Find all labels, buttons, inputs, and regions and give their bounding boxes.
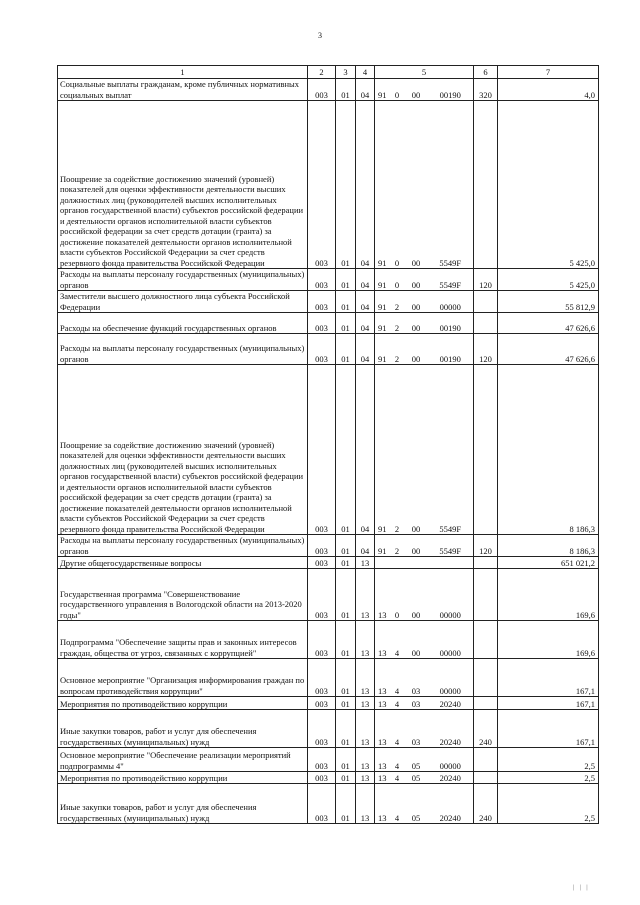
row-col-6 xyxy=(474,291,498,313)
row-kcsr-subprogram: 4 xyxy=(390,772,405,784)
table-row xyxy=(58,710,599,748)
row-kcsr-event: 03 xyxy=(405,659,428,697)
row-name: Расходы на выплаты персоналу государственных (муниципальных) органов xyxy=(58,269,308,291)
row-col-3: 01 xyxy=(336,569,356,621)
table-row xyxy=(58,748,599,772)
row-kcsr-subprogram: 0 xyxy=(390,269,405,291)
row-col-2: 003 xyxy=(308,535,336,557)
row-col-4: 13 xyxy=(356,659,375,697)
row-col-7: 167,1 xyxy=(498,710,599,748)
row-col-3: 01 xyxy=(336,79,356,101)
row-kcsr-program: 13 xyxy=(375,659,390,697)
row-col-6: 120 xyxy=(474,535,498,557)
row-col-3: 01 xyxy=(336,784,356,824)
row-name: Мероприятия по противодействию коррупции xyxy=(58,697,308,710)
row-kcsr-program: 91 xyxy=(375,79,390,101)
row-col-2: 003 xyxy=(308,365,336,535)
row-kcsr-direction: 20240 xyxy=(428,772,474,784)
row-col-2: 003 xyxy=(308,772,336,784)
row-col-4: 13 xyxy=(356,557,375,569)
row-name: Подпрограмма "Обеспечение защиты прав и законных интересов граждан, общества от угроз, связанных с коррупцией" xyxy=(58,621,308,659)
row-col-2: 003 xyxy=(308,101,336,269)
table-row xyxy=(58,334,599,365)
row-col-4: 04 xyxy=(356,79,375,101)
row-col-3: 01 xyxy=(336,365,356,535)
header-col-7: 7 xyxy=(498,66,599,79)
row-kcsr-direction: 5549F xyxy=(428,365,474,535)
row-col-2: 003 xyxy=(308,269,336,291)
row-col-2: 003 xyxy=(308,334,336,365)
row-kcsr-event: 00 xyxy=(405,79,428,101)
row-col-3: 01 xyxy=(336,659,356,697)
row-col-7: 47 626,6 xyxy=(498,313,599,334)
row-name: Социальные выплаты гражданам, кроме публичных нормативных социальных выплат xyxy=(58,79,308,101)
row-kcsr-subprogram: 4 xyxy=(390,710,405,748)
row-kcsr-subprogram: 4 xyxy=(390,621,405,659)
row-col-2: 003 xyxy=(308,710,336,748)
row-kcsr-direction xyxy=(428,557,474,569)
row-kcsr-direction: 20240 xyxy=(428,697,474,710)
row-col-3: 01 xyxy=(336,334,356,365)
table-row xyxy=(58,621,599,659)
row-kcsr-program: 91 xyxy=(375,313,390,334)
row-name: Государственная программа "Совершенствование государственного управления в Вологодской области на 2013-2020 годы" xyxy=(58,569,308,621)
row-kcsr-direction: 00190 xyxy=(428,334,474,365)
row-col-7: 5 425,0 xyxy=(498,101,599,269)
row-col-7: 167,1 xyxy=(498,697,599,710)
budget-table xyxy=(57,65,599,824)
row-kcsr-subprogram: 4 xyxy=(390,697,405,710)
row-col-4: 04 xyxy=(356,269,375,291)
row-col-3: 01 xyxy=(336,697,356,710)
row-col-3: 01 xyxy=(336,101,356,269)
row-col-6 xyxy=(474,101,498,269)
row-col-6 xyxy=(474,621,498,659)
row-name: Расходы на выплаты персоналу государственных (муниципальных) органов xyxy=(58,334,308,365)
row-col-7: 2,5 xyxy=(498,772,599,784)
row-kcsr-direction: 20240 xyxy=(428,784,474,824)
row-kcsr-direction: 00000 xyxy=(428,748,474,772)
table-row xyxy=(58,557,599,569)
table-row xyxy=(58,784,599,824)
row-name: Иные закупки товаров, работ и услуг для обеспечения государственных (муниципальных) нужд xyxy=(58,710,308,748)
row-kcsr-event: 00 xyxy=(405,269,428,291)
row-kcsr-event: 05 xyxy=(405,784,428,824)
row-kcsr-event: 00 xyxy=(405,291,428,313)
table-row xyxy=(58,269,599,291)
row-kcsr-direction: 5549F xyxy=(428,535,474,557)
table-row xyxy=(58,772,599,784)
row-kcsr-program: 91 xyxy=(375,101,390,269)
row-kcsr-program: 91 xyxy=(375,334,390,365)
table-row xyxy=(58,79,599,101)
row-kcsr-subprogram xyxy=(390,557,405,569)
table-row xyxy=(58,697,599,710)
row-col-4: 04 xyxy=(356,365,375,535)
table-row xyxy=(58,365,599,535)
row-col-2: 003 xyxy=(308,748,336,772)
row-col-6: 120 xyxy=(474,269,498,291)
row-kcsr-program: 13 xyxy=(375,569,390,621)
row-kcsr-event: 05 xyxy=(405,748,428,772)
table-row xyxy=(58,535,599,557)
row-col-4: 04 xyxy=(356,334,375,365)
row-col-6: 320 xyxy=(474,79,498,101)
row-col-2: 003 xyxy=(308,697,336,710)
row-kcsr-event: 00 xyxy=(405,101,428,269)
row-kcsr-program: 13 xyxy=(375,710,390,748)
row-col-4: 13 xyxy=(356,621,375,659)
header-col-3: 3 xyxy=(336,66,356,79)
row-col-7: 2,5 xyxy=(498,748,599,772)
row-kcsr-subprogram: 2 xyxy=(390,291,405,313)
row-col-2: 003 xyxy=(308,79,336,101)
row-kcsr-direction: 5549F xyxy=(428,269,474,291)
row-col-3: 01 xyxy=(336,748,356,772)
row-kcsr-event: 00 xyxy=(405,334,428,365)
row-kcsr-subprogram: 0 xyxy=(390,569,405,621)
row-kcsr-event: 05 xyxy=(405,772,428,784)
row-kcsr-program xyxy=(375,557,390,569)
row-col-4: 04 xyxy=(356,291,375,313)
row-kcsr-program: 13 xyxy=(375,697,390,710)
row-col-2: 003 xyxy=(308,569,336,621)
row-kcsr-subprogram: 4 xyxy=(390,659,405,697)
row-col-6 xyxy=(474,569,498,621)
row-name: Поощрение за содействие достижению значений (уровней) показателей для оценки эффективности деятельности высших должностных лиц (руководителей высших исполнительных органов государственной власти) субъектов российской федерации и деятельности органов исполнительной власти субъектов российской федерации за счет средств дотации (гранта) за достижение показателей деятельности органов исполнительной власти субъектов Российской Федерации за счет средств резервного фонда правительства Российской Федерации xyxy=(58,365,308,535)
row-kcsr-subprogram: 0 xyxy=(390,79,405,101)
row-col-4: 04 xyxy=(356,535,375,557)
row-kcsr-program: 91 xyxy=(375,535,390,557)
table-row xyxy=(58,313,599,334)
row-kcsr-direction: 5549F xyxy=(428,101,474,269)
row-kcsr-event: 03 xyxy=(405,697,428,710)
row-kcsr-direction: 00000 xyxy=(428,291,474,313)
row-kcsr-direction: 00000 xyxy=(428,659,474,697)
row-col-7: 4,0 xyxy=(498,79,599,101)
row-name: Другие общегосударственные вопросы xyxy=(58,557,308,569)
row-kcsr-direction: 20240 xyxy=(428,710,474,748)
row-kcsr-event xyxy=(405,557,428,569)
row-kcsr-subprogram: 2 xyxy=(390,535,405,557)
row-kcsr-subprogram: 0 xyxy=(390,101,405,269)
row-col-7: 651 021,2 xyxy=(498,557,599,569)
row-kcsr-direction: 00000 xyxy=(428,621,474,659)
row-col-3: 01 xyxy=(336,772,356,784)
row-col-4: 13 xyxy=(356,710,375,748)
row-col-2: 003 xyxy=(308,659,336,697)
header-col-4: 4 xyxy=(356,66,375,79)
row-col-7: 47 626,6 xyxy=(498,334,599,365)
row-col-7: 169,6 xyxy=(498,569,599,621)
row-col-6: 120 xyxy=(474,334,498,365)
table-row xyxy=(58,101,599,269)
header-col-5: 5 xyxy=(375,66,474,79)
row-col-7: 55 812,9 xyxy=(498,291,599,313)
row-name: Основное мероприятие "Организация информирования граждан по вопросам противодействия коррупции" xyxy=(58,659,308,697)
row-col-3: 01 xyxy=(336,535,356,557)
row-kcsr-program: 91 xyxy=(375,291,390,313)
row-col-2: 003 xyxy=(308,784,336,824)
row-kcsr-program: 13 xyxy=(375,772,390,784)
row-name: Заместители высшего должностного лица субъекта Российской Федерации xyxy=(58,291,308,313)
row-col-3: 01 xyxy=(336,621,356,659)
row-kcsr-direction: 00190 xyxy=(428,313,474,334)
table-row xyxy=(58,569,599,621)
row-kcsr-program: 13 xyxy=(375,621,390,659)
row-col-6 xyxy=(474,313,498,334)
header-col-2: 2 xyxy=(308,66,336,79)
row-name: Расходы на выплаты персоналу государственных (муниципальных) органов xyxy=(58,535,308,557)
row-col-7: 2,5 xyxy=(498,784,599,824)
row-col-2: 003 xyxy=(308,313,336,334)
row-kcsr-event: 00 xyxy=(405,535,428,557)
header-col-6: 6 xyxy=(474,66,498,79)
row-name: Расходы на обеспечение функций государственных органов xyxy=(58,313,308,334)
row-col-6: 240 xyxy=(474,784,498,824)
row-kcsr-program: 91 xyxy=(375,269,390,291)
row-col-4: 04 xyxy=(356,313,375,334)
row-col-4: 13 xyxy=(356,784,375,824)
row-col-7: 167,1 xyxy=(498,659,599,697)
row-name: Основное мероприятие "Обеспечение реализации мероприятий подпрограммы 4" xyxy=(58,748,308,772)
row-name: Иные закупки товаров, работ и услуг для обеспечения государственных (муниципальных) нужд xyxy=(58,784,308,824)
row-kcsr-subprogram: 4 xyxy=(390,784,405,824)
row-name: Мероприятия по противодействию коррупции xyxy=(58,772,308,784)
row-col-6 xyxy=(474,697,498,710)
row-col-7: 8 186,3 xyxy=(498,365,599,535)
row-col-3: 01 xyxy=(336,291,356,313)
table-body xyxy=(58,66,599,824)
row-col-6 xyxy=(474,659,498,697)
row-kcsr-subprogram: 2 xyxy=(390,313,405,334)
row-col-4: 04 xyxy=(356,101,375,269)
row-col-6 xyxy=(474,365,498,535)
table-row xyxy=(58,291,599,313)
row-kcsr-event: 00 xyxy=(405,569,428,621)
row-col-3: 01 xyxy=(336,269,356,291)
row-name: Поощрение за содействие достижению значений (уровней) показателей для оценки эффективности деятельности высших должностных лиц (руководителей высших исполнительных органов государственной власти) субъектов российской федерации и деятельности органов исполнительной власти субъектов российской федерации за счет средств дотации (гранта) за достижение показателей деятельности органов исполнительной власти субъектов Российской Федерации за счет средств резервного фонда правительства Российской Федерации xyxy=(58,101,308,269)
row-kcsr-subprogram: 2 xyxy=(390,365,405,535)
row-col-2: 003 xyxy=(308,557,336,569)
row-col-4: 13 xyxy=(356,748,375,772)
scan-mark: | | | xyxy=(573,885,590,891)
row-kcsr-program: 91 xyxy=(375,365,390,535)
row-kcsr-event: 00 xyxy=(405,621,428,659)
row-col-7: 5 425,0 xyxy=(498,269,599,291)
row-kcsr-subprogram: 4 xyxy=(390,748,405,772)
row-col-4: 13 xyxy=(356,697,375,710)
row-col-3: 01 xyxy=(336,313,356,334)
row-col-3: 01 xyxy=(336,710,356,748)
row-col-2: 003 xyxy=(308,291,336,313)
row-col-7: 8 186,3 xyxy=(498,535,599,557)
header-col-1: 1 xyxy=(58,66,308,79)
table-header-row xyxy=(58,66,599,79)
row-col-3: 01 xyxy=(336,557,356,569)
row-kcsr-subprogram: 2 xyxy=(390,334,405,365)
row-col-2: 003 xyxy=(308,621,336,659)
page-number: 3 xyxy=(318,31,322,40)
row-kcsr-program: 13 xyxy=(375,784,390,824)
row-kcsr-program: 13 xyxy=(375,748,390,772)
row-kcsr-direction: 00000 xyxy=(428,569,474,621)
row-kcsr-direction: 00190 xyxy=(428,79,474,101)
row-col-7: 169,6 xyxy=(498,621,599,659)
row-kcsr-event: 00 xyxy=(405,365,428,535)
table-row xyxy=(58,659,599,697)
row-col-4: 13 xyxy=(356,569,375,621)
row-col-4: 13 xyxy=(356,772,375,784)
row-kcsr-event: 03 xyxy=(405,710,428,748)
row-kcsr-event: 00 xyxy=(405,313,428,334)
row-col-6 xyxy=(474,748,498,772)
row-col-6 xyxy=(474,772,498,784)
row-col-6 xyxy=(474,557,498,569)
row-col-6: 240 xyxy=(474,710,498,748)
